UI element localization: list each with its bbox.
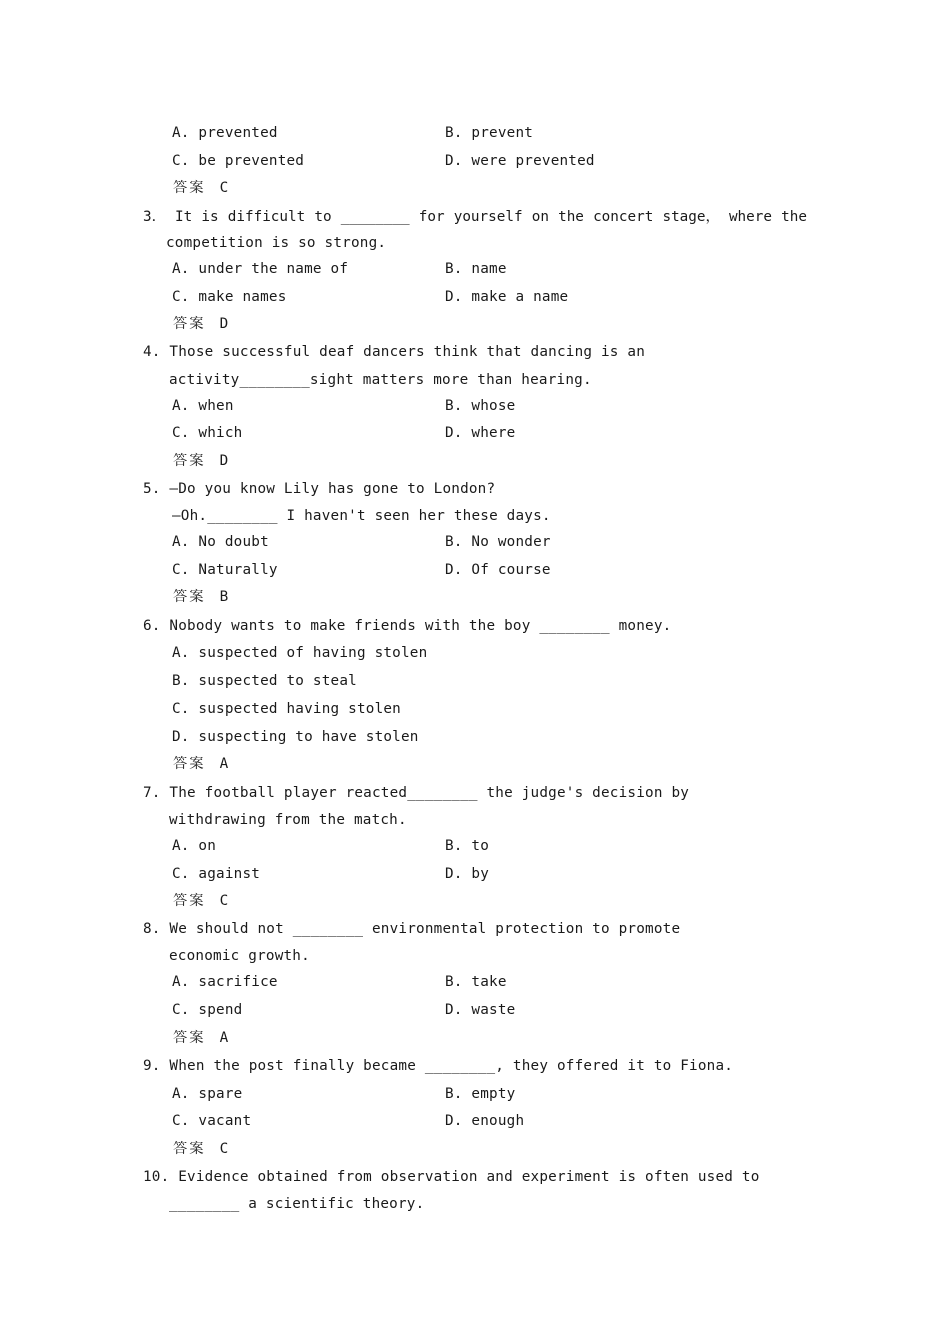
question-stem-10: 10. Evidence obtained from observation and experiment is often used to <box>143 1169 760 1185</box>
option-b: B. suspected to steal <box>172 673 357 689</box>
option-d: D. suspecting to have stolen <box>172 729 419 745</box>
option-a: A. when <box>172 398 234 414</box>
option-a: A. sacrifice <box>172 974 278 990</box>
question-stem-8: 8. We should not ________ environmental protection to promote <box>143 921 681 937</box>
option-b: B. take <box>445 974 507 990</box>
question-stem-7: 7. The football player reacted________ the judge's decision by <box>143 785 690 801</box>
option-c: C. against <box>172 866 261 882</box>
option-a: A. suspected of having stolen <box>172 645 428 661</box>
option-d: D. by <box>445 866 490 882</box>
question-stem-4: 4. Those successful deaf dancers think that dancing is an <box>143 344 646 360</box>
option-a: A. No doubt <box>172 534 269 550</box>
answer-line: 答案 D <box>173 453 229 469</box>
option-c: C. which <box>172 425 243 441</box>
option-d: D. enough <box>445 1113 525 1129</box>
option-a: A. under the name of <box>172 261 349 277</box>
option-c: C. spend <box>172 1002 243 1018</box>
option-d: D. Of course <box>445 562 551 578</box>
option-d: D. make a name <box>445 289 569 305</box>
option-c: C. suspected having stolen <box>172 701 401 717</box>
answer-line: 答案 C <box>173 893 229 909</box>
option-c: C. Naturally <box>172 562 278 578</box>
option-b: B. No wonder <box>445 534 551 550</box>
question-stem-6: 6. Nobody wants to make friends with the boy ________ money. <box>143 618 672 634</box>
option-d: D. where <box>445 425 516 441</box>
question-stem-cont: withdrawing from the match. <box>169 812 407 828</box>
option-c: C. be prevented <box>172 153 305 169</box>
question-stem-cont: activity________sight matters more than hearing. <box>169 372 592 388</box>
question-stem-cont: ________ a scientific theory. <box>169 1196 425 1212</box>
question-stem-cont: economic growth. <box>169 948 310 964</box>
option-b: B. to <box>445 838 490 854</box>
question-stem-cont: competition is so strong. <box>166 235 387 251</box>
option-b: B. empty <box>445 1086 516 1102</box>
question-stem-cont: —Oh.________ I haven't seen her these days. <box>172 508 551 524</box>
question-stem-3: 3． It is difficult to ________ for yourself on the concert stage， where the <box>143 209 807 225</box>
answer-line: 答案 B <box>173 589 229 605</box>
option-a: A. prevented <box>172 125 278 141</box>
option-b: B. name <box>445 261 507 277</box>
answer-line: 答案 C <box>173 1141 229 1157</box>
answer-line: 答案 D <box>173 316 229 332</box>
option-a: A. on <box>172 838 217 854</box>
option-c: C. vacant <box>172 1113 252 1129</box>
answer-line: 答案 A <box>173 756 229 772</box>
answer-value: C <box>219 180 229 196</box>
question-stem-9: 9. When the post finally became ________, they offered it to Fiona. <box>143 1058 734 1074</box>
answer-line <box>173 178 228 198</box>
option-d: D. waste <box>445 1002 516 1018</box>
answer-key-label: 答案 <box>173 180 206 196</box>
option-a: A. spare <box>172 1086 243 1102</box>
option-d: D. were prevented <box>445 153 595 169</box>
answer-line: 答案 A <box>173 1030 229 1046</box>
option-b: B. prevent <box>445 125 534 141</box>
option-b: B. whose <box>445 398 516 414</box>
question-stem-5: 5. —Do you know Lily has gone to London? <box>143 481 496 497</box>
option-c: C. make names <box>172 289 287 305</box>
